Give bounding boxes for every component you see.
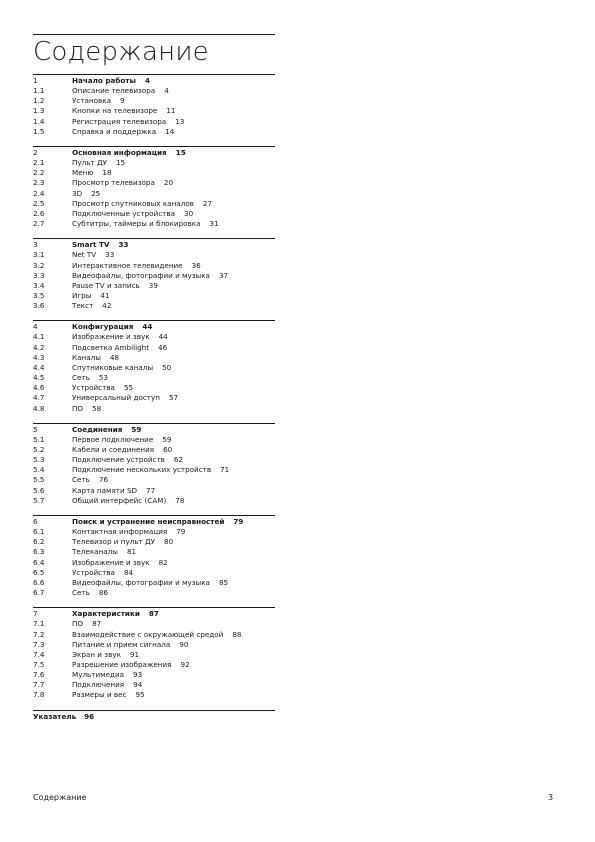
chapter-page: 33 (118, 240, 129, 250)
entry-title: Сеть (72, 373, 90, 383)
entry-number: 3.5 (33, 290, 45, 300)
entry-title: Каналы (72, 352, 101, 362)
section-gap (33, 701, 275, 710)
toc-entry[interactable] (33, 660, 275, 670)
entry-number: 6.2 (33, 537, 45, 547)
entry-page: 82 (158, 557, 168, 567)
toc-entry[interactable] (33, 393, 275, 403)
entry-title: Подключенные устройства (72, 208, 176, 218)
entry-title: Телеканалы (72, 547, 118, 557)
entry-page: 53 (98, 373, 109, 383)
toc-entry[interactable] (33, 363, 275, 373)
entry-number: 4.3 (33, 352, 45, 362)
toc-entry[interactable] (33, 96, 275, 106)
entry-number: 7.2 (33, 629, 45, 639)
toc-entry[interactable] (33, 650, 275, 660)
entry-number: 2.4 (33, 188, 45, 198)
toc-entry[interactable] (33, 435, 275, 445)
toc-entry[interactable] (33, 475, 275, 485)
entry-number: 2.3 (33, 178, 45, 188)
toc-index-section (33, 710, 275, 722)
entry-title: Просмотр телевизора (72, 178, 155, 188)
entry-title: Подключение нескольких устройств (72, 465, 212, 475)
chapter-number: 7 (33, 609, 38, 619)
entry-number: 5.6 (33, 485, 45, 495)
entry-number: 3.2 (33, 260, 45, 270)
toc-section (33, 607, 275, 700)
table-of-contents (33, 74, 275, 722)
toc-entry[interactable] (33, 445, 275, 455)
toc-entry[interactable] (33, 383, 275, 393)
entry-page: 93 (133, 670, 143, 680)
entry-page: 92 (180, 659, 190, 669)
entry-number: 5.4 (33, 465, 45, 475)
chapter-title: Конфигурация (72, 322, 134, 332)
entry-page: 81 (126, 547, 137, 557)
chapter-number: 2 (33, 147, 38, 157)
chapter-page: 79 (233, 516, 244, 526)
entry-page: 9 (120, 96, 125, 106)
entry-number: 4.4 (33, 362, 45, 372)
toc-entry[interactable] (33, 486, 275, 496)
entry-page: 76 (98, 475, 109, 485)
toc-section (33, 423, 275, 506)
toc-entry[interactable] (33, 158, 275, 168)
entry-number: 6.3 (33, 547, 45, 557)
entry-title: Изображение и звук (72, 557, 150, 567)
entry-number: 2.7 (33, 219, 45, 229)
entry-number: 6.6 (33, 577, 45, 587)
toc-chapter-entry[interactable] (33, 517, 275, 527)
chapter-title: Smart TV (72, 240, 110, 250)
entry-page: 14 (165, 126, 175, 136)
toc-entry[interactable] (33, 250, 275, 260)
entry-title: Устройства (72, 383, 115, 393)
toc-entry[interactable] (33, 670, 275, 680)
entry-number: 7.7 (33, 680, 45, 690)
entry-title: Питание и прием сигнала (72, 639, 171, 649)
entry-page: 71 (220, 465, 230, 475)
entry-title: Интерактивное телевидение (72, 260, 183, 270)
entry-title: Изображение и звук (72, 332, 150, 342)
entry-page: 30 (184, 208, 194, 218)
entry-number: 2.2 (33, 168, 45, 178)
entry-title: Телевизор и пульт ДУ (72, 537, 156, 547)
toc-entry[interactable] (33, 404, 275, 414)
entry-number: 4.7 (33, 393, 45, 403)
toc-entry[interactable] (33, 291, 275, 301)
entry-page: 46 (158, 342, 168, 352)
toc-entry[interactable] (33, 353, 275, 363)
entry-number: 2.1 (33, 158, 45, 168)
toc-chapter-entry[interactable] (33, 76, 275, 86)
entry-number: 3.6 (33, 301, 45, 311)
chapter-page: 59 (131, 424, 142, 434)
chapter-page: 4 (144, 76, 150, 85)
entry-page: 39 (148, 280, 158, 290)
entry-title: Справка и поддержка (72, 126, 157, 136)
toc-entry[interactable] (33, 117, 275, 127)
entry-page: 41 (100, 290, 110, 300)
entry-page: 59 (162, 434, 172, 444)
entry-number: 6.1 (33, 527, 45, 537)
section-gap (33, 137, 275, 146)
entry-title: Текст (72, 301, 94, 311)
entry-number: 4.1 (33, 332, 45, 342)
entry-page: 11 (166, 106, 176, 116)
entry-title: Экран и звук (72, 649, 121, 659)
entry-title: Подключения (72, 680, 125, 690)
toc-chapter-entry[interactable] (33, 609, 275, 619)
chapter-number: 5 (33, 424, 38, 434)
entry-page: 13 (175, 116, 185, 126)
entry-number: 5.5 (33, 475, 45, 485)
chapter-number: 4 (33, 322, 38, 332)
entry-number: 6.4 (33, 557, 45, 567)
entry-number: 5.2 (33, 445, 45, 454)
toc-section (33, 146, 275, 229)
entry-title: ПО (72, 619, 84, 629)
section-gap (33, 414, 275, 423)
chapter-number: 3 (33, 240, 38, 250)
entry-title: Кабели и соединения (72, 445, 155, 454)
entry-title: Регистрация телевизора (72, 116, 167, 126)
entry-page: 90 (179, 639, 189, 649)
toc-entry[interactable] (33, 527, 275, 537)
section-gap (33, 311, 275, 320)
entry-title: Видеофайлы, фотографии и музыка (72, 577, 210, 587)
entry-title: Сеть (72, 588, 90, 598)
entry-number: 6.7 (33, 588, 45, 598)
toc-entry[interactable] (33, 332, 275, 342)
entry-title: Просмотр спутниковых каналов (72, 198, 194, 208)
entry-title: Кнопки на телевизоре (72, 106, 158, 116)
toc-entry[interactable] (33, 588, 275, 598)
entry-title: Спутниковые каналы (72, 362, 154, 372)
toc-entry[interactable] (33, 680, 275, 690)
entry-page: 55 (123, 383, 134, 393)
toc-chapter-entry[interactable] (33, 322, 275, 332)
entry-number: 2.6 (33, 208, 45, 218)
entry-page: 85 (218, 577, 229, 587)
entry-page: 18 (102, 168, 112, 178)
entry-title: Pause TV и запись (72, 280, 140, 290)
entry-page: 42 (102, 301, 112, 311)
entry-title: Net TV (72, 250, 97, 260)
entry-page: 95 (135, 690, 145, 700)
entry-title: Контактная информация (72, 527, 168, 537)
toc-entry[interactable] (33, 465, 275, 475)
entry-page: 44 (158, 332, 168, 342)
toc-entry[interactable] (33, 86, 275, 96)
entry-page: 27 (202, 198, 213, 208)
entry-title: Устройства (72, 567, 115, 577)
entry-page: 48 (109, 352, 120, 362)
entry-title: Меню (72, 168, 94, 178)
entry-page: 31 (209, 219, 219, 229)
entry-number: 6.5 (33, 567, 45, 577)
toc-entry[interactable] (33, 261, 275, 271)
entry-number: 5.3 (33, 455, 45, 465)
entry-number: 7.5 (33, 659, 45, 669)
entry-number: 1.1 (33, 86, 45, 96)
entry-title: Пульт ДУ (72, 158, 107, 168)
entry-title: Подсветка Ambilight (72, 342, 150, 352)
entry-page: 36 (191, 260, 201, 270)
footer-page-number: 3 (548, 793, 554, 802)
entry-page: 87 (92, 619, 102, 629)
toc-entry[interactable] (33, 537, 275, 547)
entry-page: 20 (163, 178, 174, 188)
toc-entry[interactable] (33, 281, 275, 291)
entry-number: 7.1 (33, 619, 45, 629)
entry-page: 79 (176, 527, 186, 537)
entry-page: 15 (115, 158, 126, 168)
entry-page: 84 (123, 567, 134, 577)
toc-entry[interactable] (33, 568, 275, 578)
chapter-title: Соединения (72, 424, 123, 434)
chapter-title: Начало работы (72, 76, 136, 85)
toc-entry[interactable] (33, 547, 275, 557)
toc-entry[interactable] (33, 209, 275, 219)
index-page: 96 (84, 711, 95, 721)
toc-entry[interactable] (33, 168, 275, 178)
toc-entry[interactable] (33, 496, 275, 506)
entry-number: 3.4 (33, 280, 45, 290)
chapter-page: 15 (175, 147, 186, 157)
entry-number: 4.5 (33, 373, 45, 383)
toc-section (33, 320, 275, 413)
toc-index-entry[interactable] (33, 712, 275, 722)
entry-number: 7.8 (33, 690, 45, 700)
entry-number: 4.8 (33, 403, 45, 413)
entry-page: 94 (133, 680, 143, 690)
entry-page: 25 (91, 188, 101, 198)
toc-section (33, 238, 275, 311)
toc-entry[interactable] (33, 690, 275, 700)
chapter-title: Характеристики (72, 609, 140, 619)
entry-page: 37 (218, 270, 229, 280)
toc-entry[interactable] (33, 619, 275, 629)
entry-number: 1.3 (33, 106, 45, 116)
entry-number: 7.6 (33, 670, 45, 680)
toc-entry[interactable] (33, 199, 275, 209)
entry-page: 77 (146, 485, 156, 495)
entry-title: Первое подключение (72, 434, 154, 444)
entry-title: Субтитры, таймеры и блокировка (72, 219, 201, 229)
entry-number: 3.3 (33, 270, 45, 280)
entry-title: Общий интерфейс (CAM) (72, 495, 167, 505)
entry-number: 5.7 (33, 495, 45, 505)
toc-entry[interactable] (33, 373, 275, 383)
entry-title: Мультимедиа (72, 670, 125, 680)
entry-title: Сеть (72, 475, 90, 485)
toc-entry[interactable] (33, 640, 275, 650)
toc-chapter-entry[interactable] (33, 148, 275, 158)
toc-entry[interactable] (33, 127, 275, 137)
entry-page: 57 (168, 393, 179, 403)
entry-number: 1.4 (33, 116, 45, 126)
entry-number: 2.5 (33, 198, 45, 208)
entry-page: 91 (129, 649, 140, 659)
entry-number: 3.1 (33, 250, 45, 260)
entry-title: Видеофайлы, фотографии и музыка (72, 270, 210, 280)
entry-title: Универсальный доступ (72, 393, 160, 403)
entry-page: 80 (164, 537, 174, 547)
entry-number: 4.6 (33, 383, 45, 393)
toc-entry[interactable] (33, 189, 275, 199)
chapter-number: 1 (33, 76, 38, 85)
entry-page: 60 (163, 445, 173, 454)
footer-label: Содержание (33, 793, 87, 802)
entry-title: Взаимодействие с окружающей средой (72, 629, 224, 639)
toc-chapter-entry[interactable] (33, 425, 275, 435)
entry-number: 7.3 (33, 639, 45, 649)
toc-entry[interactable] (33, 271, 275, 281)
entry-title: Разрешение изображения (72, 659, 172, 669)
page-title: Содержание (33, 37, 209, 67)
entry-title: ПО (72, 403, 84, 413)
toc-section (33, 74, 275, 137)
entry-page: 86 (98, 588, 109, 598)
toc-section (33, 515, 275, 598)
chapter-number: 6 (33, 516, 38, 526)
index-title: Указатель (33, 711, 77, 721)
toc-entry[interactable] (33, 106, 275, 116)
chapter-title: Поиск и устранение неисправностей (72, 516, 225, 526)
entry-title: Установка (72, 96, 112, 106)
entry-title: Описание телевизора (72, 86, 156, 96)
entry-page: 50 (162, 362, 172, 372)
toc-chapter-entry[interactable] (33, 240, 275, 250)
entry-number: 4.2 (33, 342, 45, 352)
entry-page: 78 (175, 495, 185, 505)
entry-number: 7.4 (33, 649, 45, 659)
toc-entry[interactable] (33, 578, 275, 588)
section-gap (33, 598, 275, 607)
toc-entry[interactable] (33, 219, 275, 229)
entry-page: 4 (164, 86, 169, 96)
entry-page: 88 (232, 629, 242, 639)
toc-entry[interactable] (33, 343, 275, 353)
entry-title: 3D (72, 188, 83, 198)
chapter-page: 44 (142, 322, 153, 332)
entry-title: Подключение устройств (72, 455, 165, 465)
toc-entry[interactable] (33, 178, 275, 188)
section-gap (33, 229, 275, 238)
toc-entry[interactable] (33, 558, 275, 568)
entry-page: 58 (92, 403, 102, 413)
toc-entry[interactable] (33, 301, 275, 311)
entry-number: 5.1 (33, 434, 45, 444)
entry-title: Размеры и вес (72, 690, 127, 700)
chapter-page: 87 (148, 609, 159, 619)
entry-page: 62 (173, 455, 184, 465)
entry-number: 1.5 (33, 126, 45, 136)
chapter-title: Основная информация (72, 147, 167, 157)
toc-entry[interactable] (33, 455, 275, 465)
entry-title: Карта памяти SD (72, 485, 138, 495)
entry-page: 33 (105, 250, 115, 260)
section-gap (33, 506, 275, 515)
entry-title: Игры (72, 290, 92, 300)
entry-number: 1.2 (33, 96, 45, 106)
toc-entry[interactable] (33, 630, 275, 640)
